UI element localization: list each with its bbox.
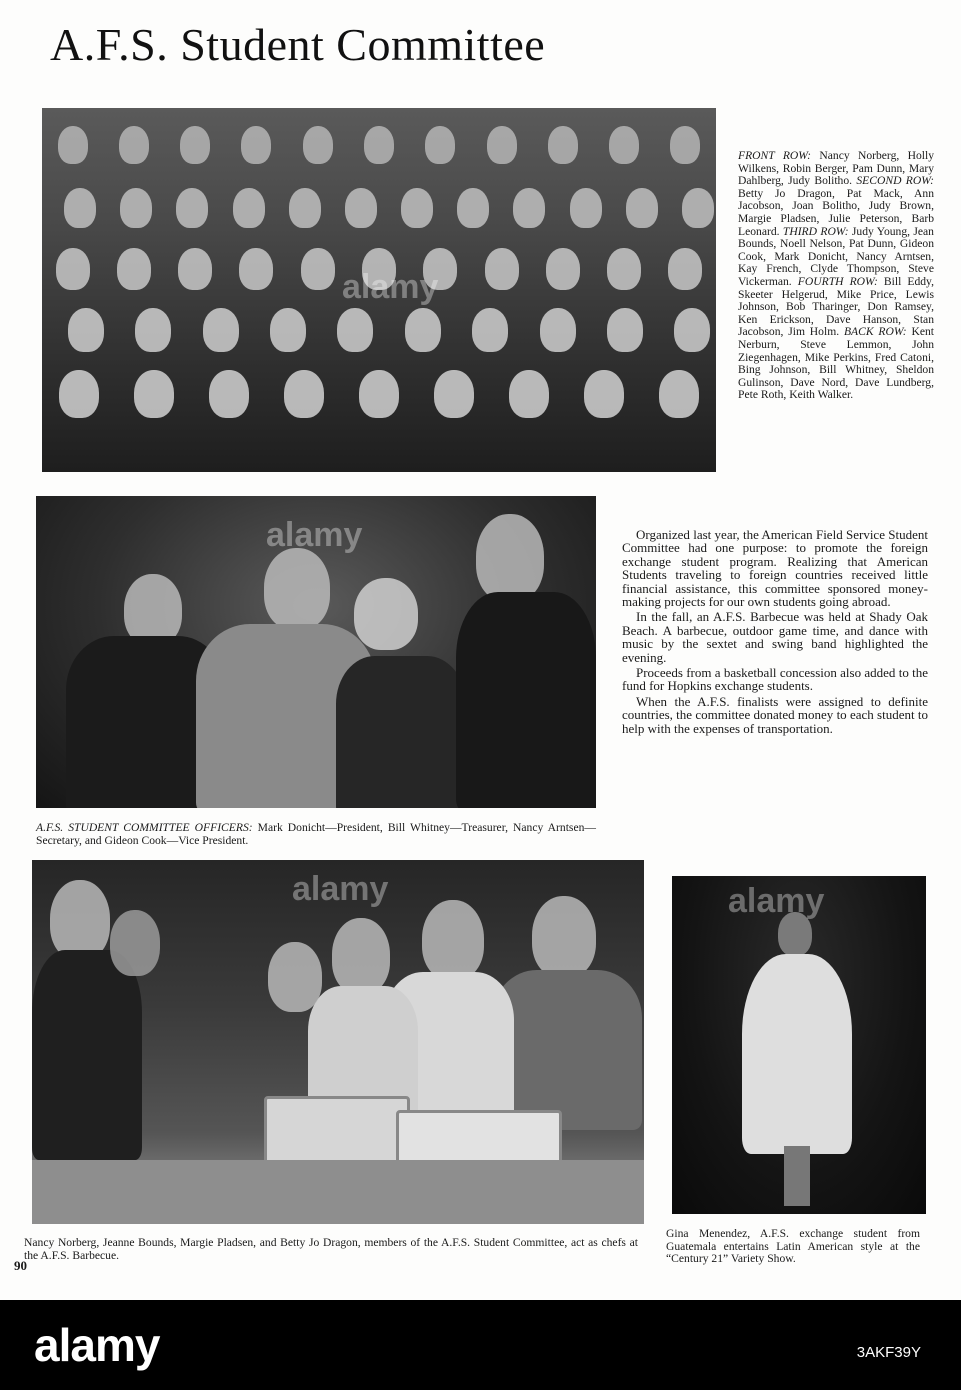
article-paragraph: When the A.F.S. finalists were assigned to definite countries, the committee donated money to each student to help with the expenses of transportation.: [622, 693, 928, 736]
row-names: Kent Nerburn, Steve Lemmon, John Ziegenhagen, Mike Perkins, Fred Catoni, Bing Johnson, Bill Whitney, Sheldon Gulinson, Dave Nord, Dave Lundberg, Pete Roth, Keith Walker.: [738, 325, 935, 402]
row-label: FOURTH ROW:: [797, 274, 884, 288]
student-head: [64, 188, 96, 228]
student-head: [485, 248, 519, 290]
officer-body: [336, 656, 466, 808]
row-label: THIRD ROW:: [782, 224, 852, 238]
group-photo-caption: [738, 150, 934, 402]
chef-head: [532, 896, 596, 978]
student-head: [584, 370, 624, 418]
student-head: [434, 370, 474, 418]
student-head: [180, 126, 210, 164]
variety-show-caption: Gina Menendez, A.F.S. exchange student from Guatemala entertains Latin American style at the “Century 21” Variety Show.: [666, 1227, 920, 1266]
student-head: [59, 370, 99, 418]
student-head: [570, 188, 602, 228]
student-head: [203, 308, 239, 352]
officer-head: [476, 514, 544, 602]
article-paragraph: Organized last year, the American Field Service Student Committee had one purpose: to promote the foreign exchange student program. Realizing that American Students traveling to foreign countries received little financial assistance, this committee sponsored money-making projects for our own students going abroad.: [622, 527, 928, 610]
student-head: [117, 248, 151, 290]
row-label: SECOND ROW:: [856, 174, 935, 188]
photo-watermark: alamy: [292, 870, 389, 908]
officers-caption-text: Mark Donicht—President, Bill Whitney—Treasurer, Nancy Arntsen—Secretary, and Gideon Cook—Vice President.: [36, 821, 596, 847]
student-head: [284, 370, 324, 418]
customer-head: [50, 880, 110, 960]
student-head: [239, 248, 273, 290]
officer-body: [456, 592, 596, 808]
student-head: [540, 308, 576, 352]
article-paragraph: Proceeds from a basketball concession also added to the fund for Hopkins exchange students.: [622, 665, 928, 694]
dancer-dress: [742, 954, 852, 1154]
student-head: [178, 248, 212, 290]
student-head: [359, 370, 399, 418]
student-head: [659, 370, 699, 418]
student-head: [233, 188, 265, 228]
customer-body: [32, 950, 142, 1160]
student-head: [513, 188, 545, 228]
student-head: [626, 188, 658, 228]
row-names: Nancy Norberg, Holly Wilkens, Robin Berger, Pam Dunn, Mary Dahlberg, Judy Bolitho.: [738, 149, 934, 188]
student-head: [56, 248, 90, 290]
student-head: [472, 308, 508, 352]
student-head: [209, 370, 249, 418]
row-names: Judy Young, Jean Bounds, Noell Nelson, Pat Dunn, Gideon Cook, Mark Donicht, Nancy Arntsen, Kay French, Clyde Thompson, Steve Vickerman.: [738, 224, 934, 288]
variety-show-photo: [672, 876, 926, 1214]
student-head: [364, 126, 394, 164]
student-head: [119, 126, 149, 164]
student-head: [546, 248, 580, 290]
student-head: [301, 248, 335, 290]
photo-watermark: alamy: [266, 516, 363, 554]
student-head: [135, 308, 171, 352]
chef-head: [332, 918, 390, 994]
stock-image-code: 3AKF39Y: [856, 1344, 921, 1361]
student-head: [289, 188, 321, 228]
photo-watermark: alamy: [728, 882, 825, 920]
page-title: A.F.S. Student Committee: [50, 19, 546, 70]
officer-head: [264, 548, 330, 630]
row-names: Betty Jo Dragon, Pat Mack, Ann Jacobson, Joan Bolitho, Judy Brown, Margie Pladsen, Julie Peterson, Barb Leonard.: [738, 186, 934, 238]
page-number: 90: [14, 1258, 27, 1273]
row-label: FRONT ROW:: [738, 149, 820, 162]
officers-photo: [36, 496, 596, 808]
student-head: [674, 308, 710, 352]
student-head: [668, 248, 702, 290]
student-head: [303, 126, 333, 164]
barbecue-photo: [32, 860, 644, 1224]
student-head: [401, 188, 433, 228]
row-label: BACK ROW:: [843, 325, 912, 339]
student-head: [241, 126, 271, 164]
student-head: [457, 188, 489, 228]
student-head: [609, 126, 639, 164]
counter: [32, 1160, 644, 1224]
barbecue-caption: Nancy Norberg, Jeanne Bounds, Margie Pladsen, and Betty Jo Dragon, members of the A.F.S. Student Committee, act as chefs at the A.F.S. Barbecue.: [24, 1236, 638, 1262]
student-head: [670, 126, 700, 164]
officers-caption-lead: A.F.S. STUDENT COMMITTEE OFFICERS:: [36, 821, 253, 834]
officers-caption: [36, 822, 596, 847]
customer-head: [110, 910, 160, 976]
student-head: [345, 188, 377, 228]
article-paragraph: In the fall, an A.F.S. Barbecue was held at Shady Oak Beach. A barbecue, outdoor game time, and dance with music by the sextet and swing band highlighted the evening.: [622, 609, 928, 665]
student-head: [134, 370, 174, 418]
stock-footer: [0, 1300, 961, 1390]
group-photo: [42, 108, 716, 472]
student-head: [58, 126, 88, 164]
student-head: [68, 308, 104, 352]
student-head: [120, 188, 152, 228]
student-head: [548, 126, 578, 164]
student-head: [682, 188, 714, 228]
student-head: [607, 308, 643, 352]
student-head: [270, 308, 306, 352]
student-head: [509, 370, 549, 418]
officer-head: [354, 578, 418, 650]
chef-body: [492, 970, 642, 1130]
student-head: [425, 126, 455, 164]
stock-brand-logo: alamy: [34, 1319, 160, 1371]
student-head: [337, 308, 373, 352]
student-head: [405, 308, 441, 352]
photo-watermark: alamy: [342, 268, 439, 306]
chef-head: [268, 942, 322, 1012]
student-head: [607, 248, 641, 290]
dancer-legs: [784, 1146, 810, 1206]
student-head: [487, 126, 517, 164]
student-head: [176, 188, 208, 228]
article-body: [622, 528, 928, 737]
chef-head: [422, 900, 484, 980]
row-names: Bill Eddy, Skeeter Helgerud, Mike Price, Lewis Johnson, Bob Tharinger, Don Ramsey, Ken Erickson, Dave Hanson, Stan Jacobson, Jim Holm.: [738, 274, 934, 339]
